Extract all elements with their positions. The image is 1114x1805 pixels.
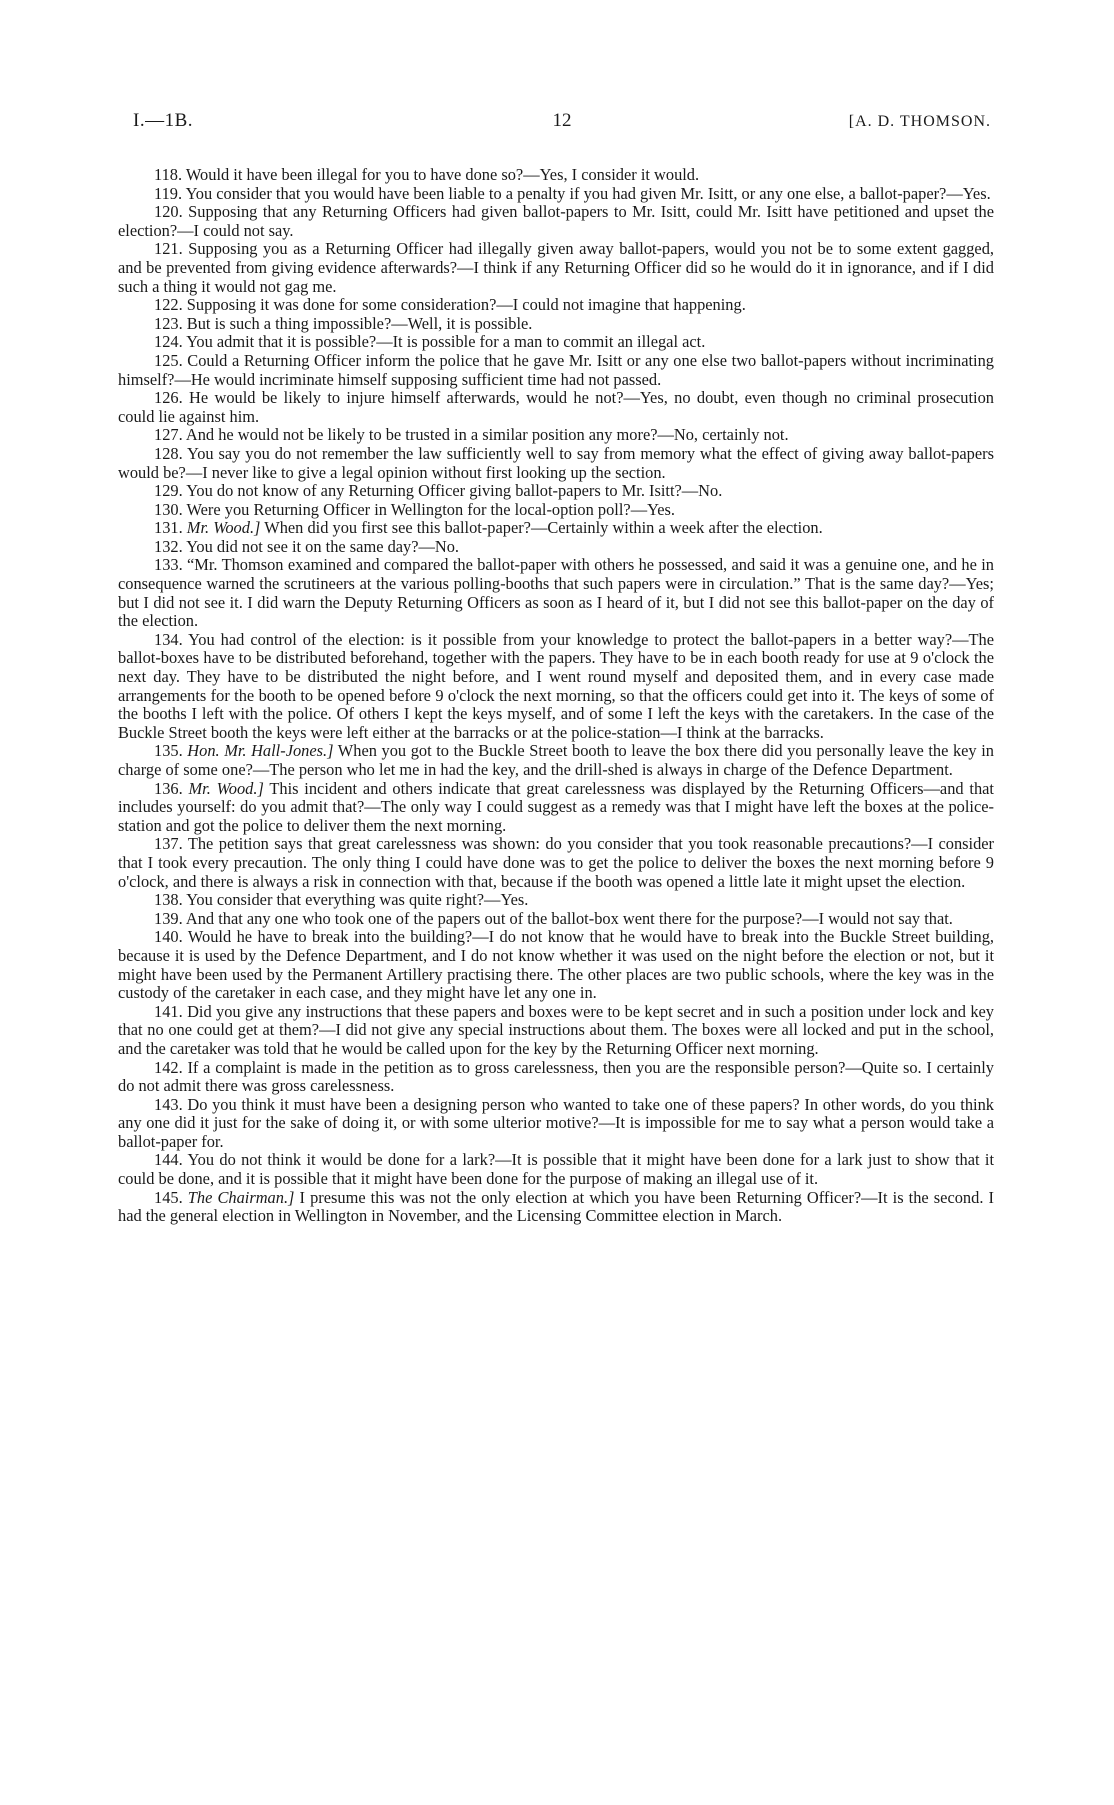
question-number: 142. <box>154 1057 183 1077</box>
question-number: 127. <box>154 425 183 445</box>
question-text: Supposing you as a Returning Officer had illegally given away ballot-papers, would you not be to some extent gagged, and be prevented from giving evidence afterwards?—I think if any Returning Officer did so he would do it in ignorance, and if I did such a thing it would not gag me. <box>118 239 994 296</box>
question-number: 123. <box>154 313 183 333</box>
question-number: 126. <box>154 388 183 408</box>
question-paragraph <box>118 501 994 520</box>
question-number: 128. <box>154 443 183 463</box>
question-text: You do not think it would be done for a lark?—It is possible that it might have been done for a lark just to show that it could be done, and it is possible that it might have been done for the purpose of making an illegal use of it. <box>118 1150 994 1189</box>
question-text: If a complaint is made in the petition as to gross carelessness, then you are the responsible person?—Quite so. I certainly do not admit there was gross carelessness. <box>118 1057 994 1096</box>
question-paragraph <box>118 1059 994 1096</box>
speaker-name: The Chairman.] <box>187 1187 295 1207</box>
question-paragraph <box>118 185 994 204</box>
question-text: But is such a thing impossible?—Well, it is possible. <box>186 313 533 333</box>
question-paragraph <box>118 333 994 352</box>
question-paragraph <box>118 1096 994 1152</box>
question-number: 118. <box>154 165 183 184</box>
question-text: When did you first see this ballot-paper?—Certainly within a week after the election. <box>264 518 823 538</box>
question-paragraph <box>118 780 994 836</box>
question-number: 134. <box>154 629 183 649</box>
question-text: You say you do not remember the law sufficiently well to say from memory what the effect of giving away ballot-papers would be?—I never like to give a legal opinion without first looking up the section. <box>118 443 994 482</box>
question-number: 138. <box>154 890 183 910</box>
question-text: He would be likely to injure himself afterwards, would he not?—Yes, no doubt, even though no criminal prosecution could lie against him. <box>118 388 994 426</box>
speaker-name: Hon. Mr. Hall-Jones.] <box>187 741 334 761</box>
question-paragraph <box>118 928 994 1002</box>
question-text: And that any one who took one of the papers out of the ballot-box went there for the purpose?—I would not say that. <box>185 908 953 928</box>
question-number: 119. <box>154 183 183 203</box>
question-text: Supposing that any Returning Officers had given ballot-papers to Mr. Isitt, could Mr. Isitt have petitioned and upset the election?—I could not say. <box>118 202 994 240</box>
question-number: 139. <box>154 908 183 928</box>
question-number: 130. <box>154 499 183 519</box>
question-paragraph <box>118 203 994 240</box>
question-text: When you got to the Buckle Street booth to leave the box there did you personally leave the key in charge of some one?—The person who let me in had the key, and the drill-shed is always in charge of the Defence Department. <box>118 741 994 779</box>
question-number: 141. <box>154 1001 183 1021</box>
question-number: 132. <box>154 536 183 556</box>
question-text: Were you Returning Officer in Wellington for the local-option poll?—Yes. <box>186 499 676 519</box>
question-paragraph <box>118 296 994 315</box>
question-paragraph <box>118 352 994 389</box>
question-text: Did you give any instructions that these papers and boxes were to be kept secret and in such a position under lock and key that no one could get at them?—I did not give any special instructions about them. The boxes were all locked and put in the school, and the caretaker was told that he would be called upon for the key by the Returning Officer next morning. <box>118 1001 994 1058</box>
question-number: 143. <box>154 1094 183 1114</box>
question-text: You did not see it on the same day?—No. <box>186 536 460 556</box>
question-number: 122. <box>154 295 183 315</box>
question-paragraph <box>118 556 994 630</box>
question-number: 137. <box>154 834 183 854</box>
question-text: You do not know of any Returning Officer giving ballot-papers to Mr. Isitt?—No. <box>186 481 723 501</box>
question-paragraph <box>118 891 994 910</box>
question-paragraph <box>118 519 994 538</box>
question-number: 135. <box>154 741 183 761</box>
question-number: 125. <box>154 350 183 370</box>
question-text: And he would not be likely to be trusted in a similar position any more?—No, certainly not. <box>185 425 789 445</box>
evidence-body <box>118 166 994 1226</box>
question-paragraph <box>118 742 994 779</box>
question-text: You had control of the election: is it possible from your knowledge to protect the ballot-papers in a better way?—The ballot-boxes have to be distributed beforehand, together with the papers. They have to be in each booth ready for use at 9 o'clock the next day. They have to be distributed the night before, and I went round myself and deposited them, and in every case made arrangements for the booth to be opened before 9 o'clock the next morning, so that the officers could get into it. The keys of some of the booths I left with the police. Of others I kept the keys myself, and of some I left the keys with the caretakers. In the case of the Buckle Street booth the keys were left either at the barracks or at the police-station—I think at the barracks. <box>118 629 994 742</box>
question-text: Do you think it must have been a designing person who wanted to take one of these papers? In other words, do you think any one did it just for the sake of doing it, or with some ulterior motive?—It is impossible for me to say what a person would take a ballot-paper for. <box>118 1094 994 1151</box>
question-number: 124. <box>154 332 183 352</box>
question-number: 121. <box>154 239 183 259</box>
question-number: 131. <box>154 518 183 538</box>
question-text: Would it have been illegal for you to have done so?—Yes, I consider it would. <box>185 165 700 184</box>
question-text: This incident and others indicate that great carelessness was displayed by the Returning Officers—and that includes yourself: do you admit that?—The only way I could suggest as a remedy was that I might have left the boxes at the police-station and got the police to deliver them the next morning. <box>118 778 994 835</box>
question-number: 144. <box>154 1150 183 1170</box>
question-paragraph <box>118 389 994 426</box>
question-number: 133. <box>154 555 183 575</box>
question-paragraph <box>118 1189 994 1226</box>
page-number: 12 <box>552 110 572 131</box>
question-paragraph <box>118 631 994 743</box>
speaker-name: Mr. Wood.] <box>188 778 264 798</box>
question-paragraph <box>118 482 994 501</box>
question-paragraph <box>118 910 994 929</box>
question-paragraph <box>118 240 994 296</box>
question-number: 145. <box>154 1187 183 1207</box>
speaker-name: Mr. Wood.] <box>186 518 261 538</box>
question-text: You admit that it is possible?—It is possible for a man to commit an illegal act. <box>186 332 706 352</box>
question-paragraph <box>118 538 994 557</box>
witness-name: [A. D. THOMSON. <box>848 113 991 130</box>
question-text: Could a Returning Officer inform the police that he gave Mr. Isitt or any one else two ballot-papers without incriminating himself?—He would incriminate himself supposing sufficient time had not passed. <box>118 350 994 389</box>
question-text: “Mr. Thomson examined and compared the ballot-paper with others he possessed, and said it was a genuine one, and he in consequence warned the scrutineers at the various polling-booths that such papers were in circulation.” That is the same day?—Yes; but I did not see it. I did warn the Deputy Returning Officers as soon as I heard of it, but I did not see this ballot-paper on the day of the election. <box>118 555 994 631</box>
question-number: 129. <box>154 481 183 501</box>
paper-reference: I.—1B. <box>133 110 193 131</box>
question-paragraph <box>118 166 994 185</box>
question-text: Supposing it was done for some consideration?—I could not imagine that happening. <box>186 295 746 315</box>
question-paragraph <box>118 835 994 891</box>
question-number: 140. <box>154 927 183 947</box>
question-paragraph <box>118 426 994 445</box>
question-number: 120. <box>154 202 183 222</box>
question-number: 136. <box>154 778 183 798</box>
question-text: I presume this was not the only election at which you have been Returning Officer?—It is the second. I had the general election in Wellington in November, and the Licensing Committee election in March. <box>118 1187 994 1226</box>
question-paragraph <box>118 315 994 334</box>
question-paragraph <box>118 1151 994 1188</box>
page-header <box>133 110 991 140</box>
question-text: The petition says that great carelessness was shown: do you consider that you took reasonable precautions?—I consider that I took every precaution. The only thing I could have done was to get the police to deliver the boxes the next morning before 9 o'clock, and there is always a risk in connection with that, because if the booth was opened a little late it might upset the election. <box>118 834 994 891</box>
question-paragraph <box>118 445 994 482</box>
question-text: You consider that you would have been liable to a penalty if you had given Mr. Isitt, or any one else, a ballot-paper?—Yes. <box>185 183 991 203</box>
question-text: You consider that everything was quite right?—Yes. <box>186 890 529 910</box>
question-paragraph <box>118 1003 994 1059</box>
question-text: Would he have to break into the building?—I do not know that he would have to break into the Buckle Street building, because it is used by the Defence Department, and I do not know whether it was used on the night before the election or not, but it might have been used by the Permanent Artillery practising there. The other places are two public schools, where the key was in the custody of the caretaker in each case, and they might have let any one in. <box>118 927 994 1003</box>
